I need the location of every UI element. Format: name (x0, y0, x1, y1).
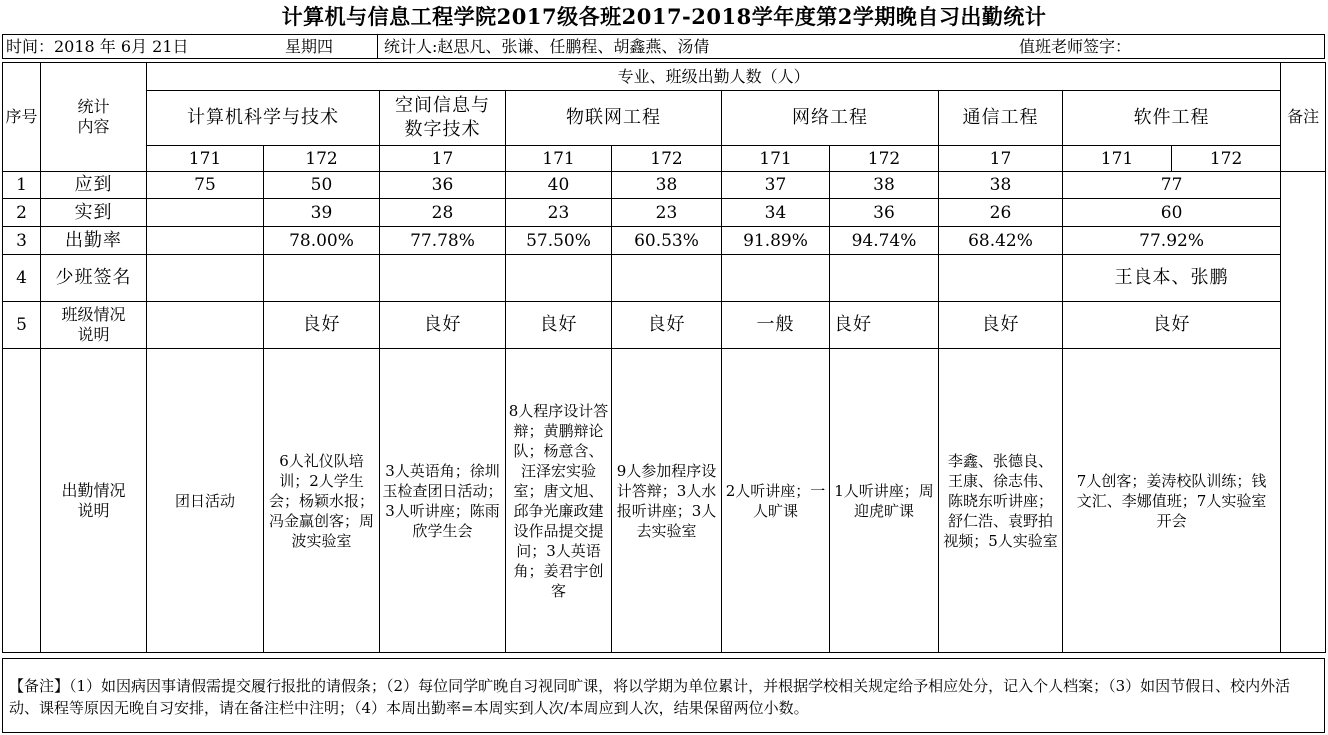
cell-iot171: 8人程序设计答辩；黄鹏辩论队；杨意含、汪泽宏实验室；唐文旭、邱争光廉政建设作品提交提问；3人英语角；姜君宇创客 (506, 349, 612, 653)
cell-net171: 2人听讲座；一人旷课 (722, 349, 830, 653)
cell-iot172 (612, 255, 722, 302)
cell-cs171 (147, 199, 264, 227)
cell-net171: 37 (722, 172, 830, 199)
table-row (3, 172, 1326, 199)
row-seq: 2 (3, 199, 41, 227)
major-spatial: 空间信息与 数字技术 (380, 91, 506, 146)
class-cs171: 171 (147, 146, 264, 172)
cell-net172: 94.74% (830, 227, 939, 255)
header-content: 统计 内容 (41, 63, 147, 172)
cell-net172: 良好 (830, 302, 939, 349)
cell-iot171: 良好 (506, 302, 612, 349)
row-label: 出勤情况 说明 (41, 349, 147, 653)
cell-com17 (939, 255, 1063, 302)
attendance-table (2, 62, 1326, 653)
date-field: 时间：2018 年 6月 21日 (6, 37, 189, 56)
cell-sp17: 3人英语角；徐圳玉检查团日活动；3人听讲座；陈雨欣学生会 (380, 349, 506, 653)
cell-sw-signature: 王良本、张鹏 (1063, 255, 1281, 302)
major-iot: 物联网工程 (506, 91, 722, 146)
major-cs: 计算机科学与技术 (147, 91, 380, 146)
remark-cell (1281, 172, 1326, 653)
class-com17: 17 (939, 146, 1063, 172)
stats-people-field: 统计人:赵思凡、张谦、任鹏程、胡鑫燕、汤倩 (384, 37, 710, 56)
cell-cs171 (147, 302, 264, 349)
cell-net171 (722, 255, 830, 302)
class-iot171: 171 (506, 146, 612, 172)
header-remark: 备注 (1281, 63, 1326, 172)
major-comm: 通信工程 (939, 91, 1063, 146)
class-cs172: 172 (264, 146, 380, 172)
cell-net171: 91.89% (722, 227, 830, 255)
cell-cs171: 团日活动 (147, 349, 264, 653)
row-seq: 5 (3, 302, 41, 349)
cell-net171: 一般 (722, 302, 830, 349)
cell-sp17: 36 (380, 172, 506, 199)
class-iot172: 172 (612, 146, 722, 172)
table-row (3, 199, 1326, 227)
table-row (3, 302, 1326, 349)
table-row (3, 349, 1326, 653)
cell-sp17: 28 (380, 199, 506, 227)
class-sw171: 171 (1063, 146, 1172, 172)
row-seq: 3 (3, 227, 41, 255)
cell-sw: 77.92% (1063, 227, 1281, 255)
row-label: 应到 (41, 172, 147, 199)
cell-sp17 (380, 255, 506, 302)
cell-iot172: 38 (612, 172, 722, 199)
cell-sw: 77 (1063, 172, 1281, 199)
row-label: 实到 (41, 199, 147, 227)
cell-com17: 68.42% (939, 227, 1063, 255)
cell-cs171 (147, 227, 264, 255)
cell-cs172: 39 (264, 199, 380, 227)
cell-net172: 38 (830, 172, 939, 199)
cell-iot172: 良好 (612, 302, 722, 349)
cell-com17: 38 (939, 172, 1063, 199)
footnote: 【备注】（1）如因病因事请假需提交履行报批的请假条；（2）每位同学旷晚自习视同旷课，将以学期为单位累计，并根据学校相关规定给予相应处分，记入个人档案；（3）如因节假日、校内外活动、课程等原因无晚自习安排，请在备注栏中注明；（4）本周出勤率=本周实到人次/本周应到人次，结果保留两位小数。 (2, 658, 1325, 733)
row-label: 少班签名 (41, 255, 147, 302)
cell-com17: 李鑫、张德良、王康、徐志伟、陈晓东听讲座；舒仁浩、袁野拍视频；5人实验室 (939, 349, 1063, 653)
cell-sp17: 良好 (380, 302, 506, 349)
cell-sw: 60 (1063, 199, 1281, 227)
cell-cs171 (147, 255, 264, 302)
cell-net171: 34 (722, 199, 830, 227)
sheet-title: 计算机与信息工程学院2017级各班2017-2018学年度第2学期晚自习出勤统计 (281, 4, 1047, 29)
cell-iot172: 23 (612, 199, 722, 227)
class-net172: 172 (830, 146, 939, 172)
cell-iot171 (506, 255, 612, 302)
cell-net172: 36 (830, 199, 939, 227)
cell-cs172: 良好 (264, 302, 380, 349)
class-sp17: 17 (380, 146, 506, 172)
row-seq (3, 349, 41, 653)
cell-iot172: 9人参加程序设计答辩；3人水报听讲座；3人去实验室 (612, 349, 722, 653)
row-label: 出勤率 (41, 227, 147, 255)
cell-cs171: 75 (147, 172, 264, 199)
weekday-field: 星期四 (285, 37, 334, 56)
header-seq: 序号 (3, 63, 41, 172)
info-divider (377, 35, 378, 58)
major-network: 网络工程 (722, 91, 939, 146)
cell-iot171: 23 (506, 199, 612, 227)
row-seq: 1 (3, 172, 41, 199)
table-row (3, 255, 1326, 302)
cell-com17: 26 (939, 199, 1063, 227)
cell-iot171: 57.50% (506, 227, 612, 255)
row-label: 班级情况 说明 (41, 302, 147, 349)
row-seq: 4 (3, 255, 41, 302)
cell-cs172: 6人礼仪队培训；2人学生会；杨颖水报；冯金赢创客；周波实验室 (264, 349, 380, 653)
cell-sp17: 77.78% (380, 227, 506, 255)
cell-net172 (830, 255, 939, 302)
teacher-sign-field: 值班老师签字： (1019, 37, 1132, 56)
major-software: 软件工程 (1063, 91, 1281, 146)
class-net171: 171 (722, 146, 830, 172)
cell-sw: 良好 (1063, 302, 1281, 349)
info-row (2, 34, 1325, 59)
cell-cs172: 78.00% (264, 227, 380, 255)
header-group: 专业、班级出勤人数（人） (147, 63, 1281, 91)
cell-iot171: 40 (506, 172, 612, 199)
cell-net172: 1人听讲座；周迎虎旷课 (830, 349, 939, 653)
cell-cs172 (264, 255, 380, 302)
cell-sw: 7人创客；姜涛校队训练；钱文汇、李娜值班；7人实验室开会 (1063, 349, 1281, 653)
class-sw172: 172 (1172, 146, 1281, 172)
cell-com17: 良好 (939, 302, 1063, 349)
cell-iot172: 60.53% (612, 227, 722, 255)
table-row (3, 227, 1326, 255)
cell-cs172: 50 (264, 172, 380, 199)
